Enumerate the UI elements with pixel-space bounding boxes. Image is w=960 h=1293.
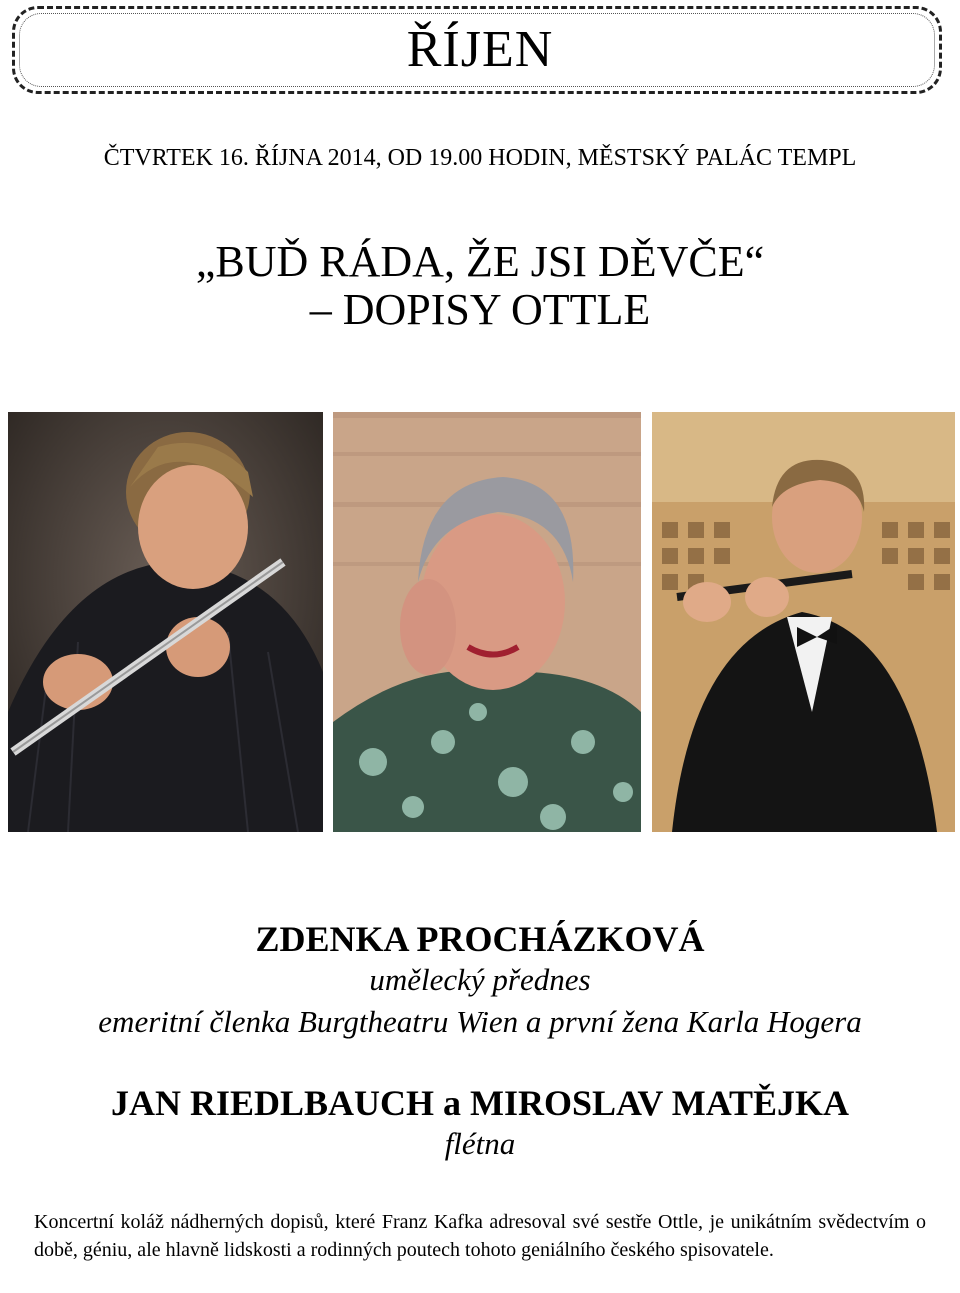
event-date-place: ČTVRTEK 16. ŘÍJNA 2014, OD 19.00 HODIN, MĚSTSKÝ PALÁC TEMPL bbox=[103, 145, 857, 171]
photo-flutist-miroslav bbox=[652, 412, 955, 832]
month-title: ŘÍJEN bbox=[406, 21, 554, 78]
reciter-role: umělecký přednes bbox=[369, 962, 591, 997]
event-description: Koncertní koláž nádherných dopisů, které Franz Kafka adresoval své sestře Ottle, je unikátním svědectvím o době, géniu, ale hlavně lidskosti a rodinných poutech tohoto geniálního českého spisovatele. bbox=[34, 1211, 926, 1261]
reciter-note: emeritní členka Burgtheatru Wien a první žena Karla Hogera bbox=[98, 1004, 862, 1039]
program-subtitle: – DOPISY OTTLE bbox=[309, 285, 651, 334]
flutists-names: JAN RIEDLBAUCH a MIROSLAV MATĚJKA bbox=[110, 1083, 850, 1123]
photo-zdenka-prochazkova bbox=[333, 412, 641, 832]
program-title: „BUĎ RÁDA, ŽE JSI DĚVČE“ bbox=[195, 237, 765, 286]
reciter-name: ZDENKA PROCHÁZKOVÁ bbox=[255, 919, 705, 959]
photo-flutist-jan bbox=[8, 412, 323, 832]
flutists-role: flétna bbox=[444, 1126, 516, 1161]
